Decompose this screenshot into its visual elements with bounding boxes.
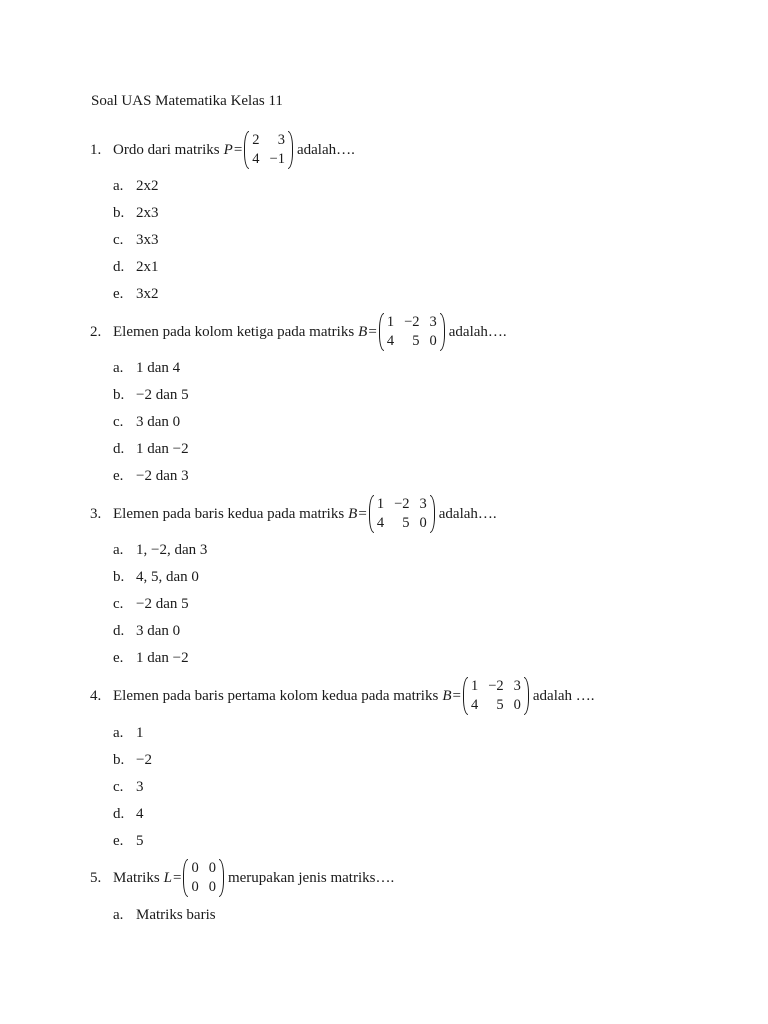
option-letter: d. (113, 441, 125, 457)
matrix (369, 495, 435, 533)
matrix-cell: 4 (376, 515, 385, 531)
option-text: 1, −2, dan 3 (136, 542, 208, 558)
equals-sign: = (358, 505, 367, 522)
matrix-cell: −2 (404, 314, 420, 330)
matrix (244, 131, 293, 169)
question-stem (90, 495, 497, 533)
option-text: 3 dan 0 (136, 623, 181, 639)
option-letter: c. (113, 414, 124, 430)
answer-option (113, 232, 159, 249)
question-number: 2. (90, 323, 102, 340)
option-text: 1 dan 4 (136, 360, 181, 376)
equals-sign: = (452, 687, 461, 704)
matrix-cell: 2 (252, 132, 260, 148)
matrix (463, 677, 529, 715)
matrix-cell: 0 (208, 879, 216, 895)
matrix-cell: −1 (269, 151, 285, 167)
option-letter: b. (113, 205, 125, 221)
answer-option (113, 286, 159, 303)
answer-option (113, 387, 189, 404)
option-letter: e. (113, 468, 124, 484)
matrix-variable: B (348, 505, 358, 522)
option-text: 2x2 (136, 178, 159, 194)
document-title: Soal UAS Matematika Kelas 11 (91, 93, 283, 109)
matrix-grid (249, 131, 288, 169)
matrix-grid (468, 677, 524, 715)
option-letter: d. (113, 806, 125, 822)
matrix-cell: 3 (513, 678, 521, 694)
question-stem (90, 131, 355, 169)
matrix-cell: 1 (470, 678, 479, 694)
question-suffix: adalah …. (532, 687, 595, 704)
answer-option (113, 650, 189, 667)
matrix-cell: 0 (191, 879, 199, 895)
option-letter: b. (113, 387, 125, 403)
answer-option (113, 542, 207, 559)
answer-option (113, 833, 144, 850)
option-text: −2 dan 5 (136, 596, 189, 612)
answer-option (113, 569, 199, 586)
matrix-variable: B (358, 323, 368, 340)
matrix-cell: 3 (277, 132, 285, 148)
matrix-variable: L (163, 869, 173, 886)
option-text: 3 (136, 779, 144, 795)
option-text: 3x2 (136, 286, 159, 302)
matrix (379, 313, 445, 351)
matrix-cell: 1 (386, 314, 395, 330)
matrix-cell: 5 (496, 697, 504, 713)
option-text: 2x3 (136, 205, 159, 221)
option-letter: a. (113, 178, 124, 194)
option-text: 4 (136, 806, 144, 822)
question-text: Elemen pada baris kedua pada matriks (113, 505, 345, 522)
right-parenthesis (288, 131, 293, 169)
right-parenthesis (219, 859, 224, 897)
option-text: −2 (136, 752, 152, 768)
answer-option (113, 806, 144, 823)
question-number: 5. (90, 869, 102, 886)
right-parenthesis (440, 313, 445, 351)
question-number: 3. (90, 505, 102, 522)
answer-option (113, 779, 144, 796)
option-letter: a. (113, 360, 124, 376)
option-text: Matriks baris (136, 907, 216, 923)
right-parenthesis (524, 677, 529, 715)
option-letter: e. (113, 833, 124, 849)
option-letter: a. (113, 542, 124, 558)
matrix-cell: −2 (394, 496, 410, 512)
question-suffix: adalah…. (448, 323, 507, 340)
matrix-grid (384, 313, 440, 351)
matrix-cell: 0 (191, 860, 199, 876)
question-number: 1. (90, 141, 102, 158)
option-letter: a. (113, 907, 124, 923)
matrix-cell: 0 (419, 515, 427, 531)
matrix-cell: 0 (429, 333, 437, 349)
matrix-cell: −2 (488, 678, 504, 694)
question-text: Elemen pada baris pertama kolom kedua pada matriks (113, 687, 439, 704)
option-letter: e. (113, 286, 124, 302)
answer-option (113, 259, 159, 276)
option-text: 1 dan −2 (136, 650, 189, 666)
option-letter: e. (113, 650, 124, 666)
answer-option (113, 441, 189, 458)
answer-option (113, 725, 144, 742)
question-suffix: adalah…. (296, 141, 355, 158)
answer-option (113, 907, 216, 924)
question-number: 4. (90, 687, 102, 704)
matrix-grid (188, 859, 219, 897)
option-letter: b. (113, 752, 125, 768)
option-text: 1 (136, 725, 144, 741)
option-letter: a. (113, 725, 124, 741)
right-parenthesis (430, 495, 435, 533)
matrix (183, 859, 224, 897)
answer-option (113, 623, 180, 640)
question-stem (90, 677, 595, 715)
question-text: Matriks (113, 869, 160, 886)
matrix-cell: 4 (470, 697, 479, 713)
matrix-cell: 5 (402, 515, 410, 531)
matrix-cell: 1 (376, 496, 385, 512)
answer-option (113, 596, 189, 613)
option-text: −2 dan 5 (136, 387, 189, 403)
matrix-variable: P (223, 141, 233, 158)
option-letter: c. (113, 232, 124, 248)
equals-sign: = (173, 869, 182, 886)
matrix-grid (374, 495, 430, 533)
option-text: −2 dan 3 (136, 468, 189, 484)
matrix-cell: 3 (419, 496, 427, 512)
option-letter: d. (113, 623, 125, 639)
answer-option (113, 360, 180, 377)
question-suffix: merupakan jenis matriks…. (227, 869, 395, 886)
question-stem (90, 859, 394, 897)
equals-sign: = (233, 141, 243, 158)
option-text: 3x3 (136, 232, 159, 248)
answer-option (113, 178, 159, 195)
matrix-cell: 4 (252, 151, 260, 167)
option-letter: b. (113, 569, 125, 585)
option-text: 2x1 (136, 259, 159, 275)
option-text: 5 (136, 833, 144, 849)
matrix-variable: B (442, 687, 452, 704)
equals-sign: = (368, 323, 377, 340)
matrix-cell: 4 (386, 333, 395, 349)
answer-option (113, 205, 159, 222)
question-suffix: adalah…. (438, 505, 497, 522)
answer-option (113, 414, 180, 431)
option-letter: d. (113, 259, 125, 275)
matrix-cell: 0 (513, 697, 521, 713)
answer-option (113, 468, 189, 485)
option-text: 1 dan −2 (136, 441, 189, 457)
option-letter: c. (113, 779, 124, 795)
answer-option (113, 752, 152, 769)
matrix-cell: 5 (412, 333, 420, 349)
option-letter: c. (113, 596, 124, 612)
matrix-cell: 0 (208, 860, 216, 876)
question-text: Ordo dari matriks (113, 141, 220, 158)
matrix-cell: 3 (429, 314, 437, 330)
option-text: 3 dan 0 (136, 414, 181, 430)
option-text: 4, 5, dan 0 (136, 569, 199, 585)
question-stem (90, 313, 507, 351)
question-text: Elemen pada kolom ketiga pada matriks (113, 323, 355, 340)
